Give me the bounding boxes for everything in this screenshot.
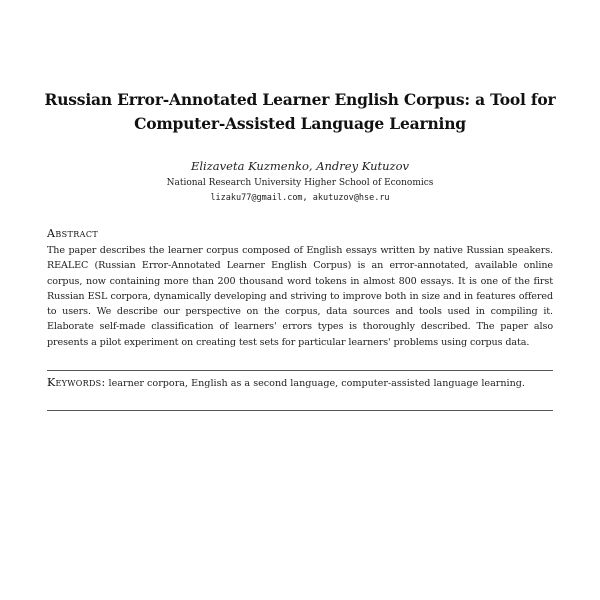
paper-authors: Elizaveta Kuzmenko, Andrey Kutuzov bbox=[190, 159, 409, 173]
paper-title bbox=[0, 88, 600, 136]
abstract-heading: Abstract bbox=[47, 227, 99, 240]
paper-emails: lizaku77@gmail.com, akutuzov@hse.ru bbox=[210, 193, 390, 203]
keywords-bottom-rule bbox=[47, 410, 553, 411]
paper-title-line-2: Computer-Assisted Language Learning bbox=[134, 114, 466, 133]
keywords-section bbox=[47, 375, 553, 392]
paper-affiliation: National Research University Higher School of Economics bbox=[166, 178, 434, 188]
keywords-top-rule bbox=[47, 370, 553, 371]
paper-title-line-1: Russian Error-Annotated Learner English Corpus: a Tool for bbox=[44, 90, 556, 109]
abstract-body: The paper describes the learner corpus composed of English essays written by native Russian speakers. REALEC (Russian Error-Annotated Learner English Corpus) is an error-annotated, available online corpus, now containing more than 200 thousand word tokens in almost 800 essays. It is one of the first Russian ESL corpora, dynamically developing and striving to improve both in size and in features offered to users. We describe our perspective on the corpus, data sources and tools used in compiling it. Elaborate self-made classification of learners' errors types is thoroughly described. The paper also presents a pilot experiment on creating test sets for particular learners' problems using corpus data. bbox=[47, 245, 553, 348]
keywords-text: learner corpora, English as a second language, computer-assisted language learning. bbox=[108, 378, 525, 389]
keywords-label: Keywords: bbox=[47, 376, 106, 389]
